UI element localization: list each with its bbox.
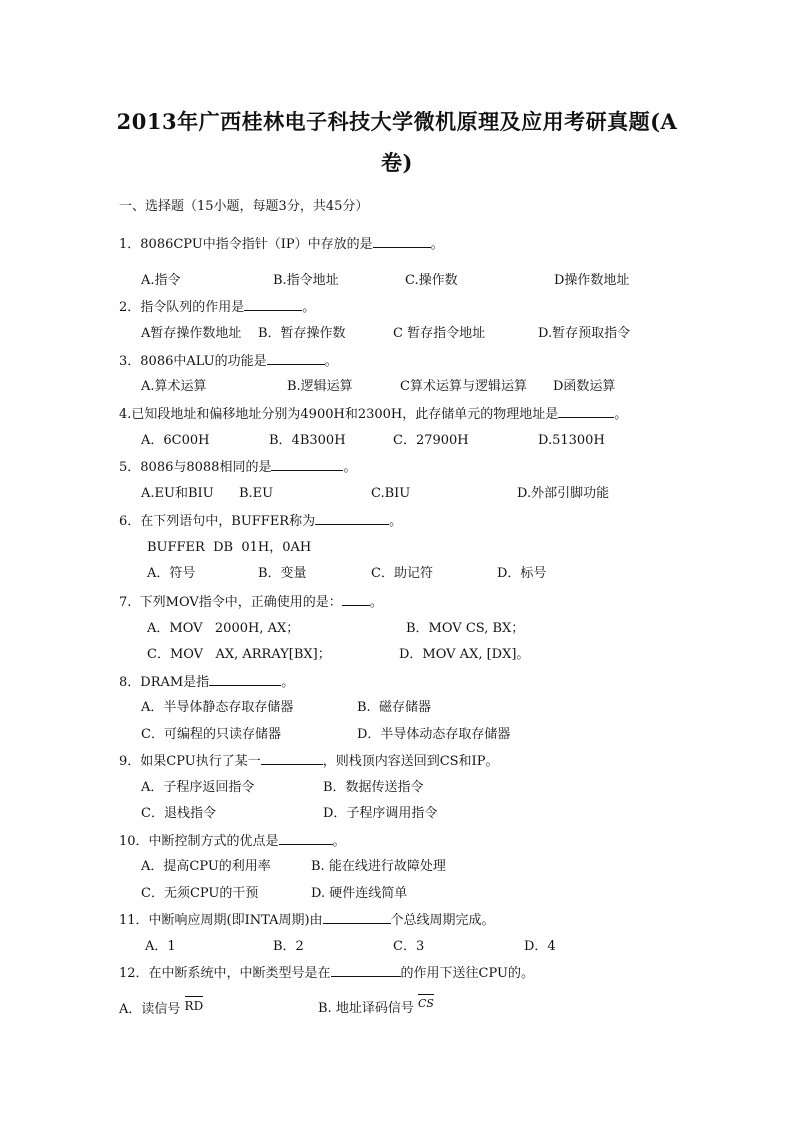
question-1-option-b: B.指令地址 — [273, 273, 339, 288]
question-11-option-c: C．3 — [393, 939, 425, 954]
question-5-stem: 5．8086与8088相同的是 。 — [119, 460, 357, 475]
question-12-stem: 12．在中断系统中，中断类型号是在 的作用下送往CPU的。 — [119, 966, 534, 981]
answer-blank — [279, 832, 333, 845]
question-9-option-d: D．子程序调用指令 — [323, 806, 438, 821]
question-6-stem: 6．在下列语句中，BUFFER称为 。 — [119, 514, 403, 529]
question-9-option-b: B．数据传送指令 — [323, 780, 424, 795]
question-10-stem: 10．中断控制方式的优点是 。 — [119, 834, 346, 849]
answer-blank — [331, 964, 401, 977]
answer-blank — [373, 235, 431, 248]
question-7-option-d: D．MOV AX, [DX]。 — [399, 647, 530, 662]
question-6-option-a: A．符号 — [147, 566, 196, 581]
question-4-option-d: D.51300H — [538, 433, 605, 448]
answer-blank — [209, 673, 281, 686]
question-5-option-a: A.EU和BIU — [141, 486, 214, 501]
cs-overline-signal: CS — [418, 995, 434, 1013]
answer-blank — [323, 911, 391, 924]
question-12-option-b: B. 地址译码信号 CS — [318, 997, 434, 1016]
answer-blank — [342, 593, 370, 606]
question-1-option-a: A.指令 — [141, 273, 181, 288]
question-10-option-d: D. 硬件连线简单 — [311, 886, 408, 901]
question-2-option-c: C 暂存指令地址 — [393, 326, 486, 341]
question-2-stem: 2．指令队列的作用是 。 — [119, 300, 316, 315]
question-7-stem: 7. 下列MOV指令中，正确使用的是： 。 — [119, 595, 383, 610]
question-3-option-d: D函数运算 — [553, 379, 616, 394]
answer-blank — [267, 352, 325, 365]
answer-blank — [558, 405, 614, 418]
exam-title-line1: 2013年广西桂林电子科技大学微机原理及应用考研真题(A — [116, 109, 678, 134]
question-10-option-c: C．无须CPU的干预 — [141, 886, 259, 901]
question-9-stem: 9．如果CPU执行了某一 ，则栈顶内容送回到CS和IP。 — [119, 754, 499, 769]
question-3-option-c: C算术运算与逻辑运算 — [400, 379, 527, 394]
question-4-option-b: B．4B300H — [269, 433, 346, 448]
question-2-option-a: A暂存操作数地址 — [141, 326, 242, 341]
question-1-option-d: D操作数地址 — [554, 273, 630, 288]
question-11-option-b: B．2 — [273, 939, 304, 954]
question-11-option-a: A．1 — [145, 939, 176, 954]
question-7-option-c: C．MOV AX, ARRAY[BX]； — [147, 647, 331, 662]
question-4-option-a: A．6C00H — [141, 433, 210, 448]
question-6-option-b: B．变量 — [258, 566, 307, 581]
rd-overline-signal: RD — [184, 999, 204, 1013]
question-9-option-a: A．子程序返回指令 — [141, 780, 255, 795]
question-5-option-c: C.BIU — [371, 486, 411, 501]
question-1-option-c: C.操作数 — [405, 273, 458, 288]
answer-blank — [244, 298, 302, 311]
question-6-option-c: C．助记符 — [371, 566, 433, 581]
question-4-stem: 4.已知段地址和偏移地址分别为4900H和2300H，此存储单元的物理地址是 。 — [119, 407, 628, 422]
section-heading: 一、选择题（15小题，每题3分，共45分） — [119, 199, 369, 214]
question-7-option-b: B．MOV CS, BX； — [406, 621, 525, 636]
question-6-option-d: D．标号 — [497, 566, 547, 581]
answer-blank — [271, 458, 343, 471]
question-2-option-b: B．暂存操作数 — [258, 326, 346, 341]
question-8-option-d: D．半导体动态存取存储器 — [357, 727, 511, 742]
question-3-option-a: A.算术运算 — [141, 379, 207, 394]
question-6-code: BUFFER DB 01H，0AH — [147, 540, 312, 555]
question-8-option-b: B. 磁存储器 — [357, 700, 431, 715]
question-3-stem: 3．8086中ALU的功能是 。 — [119, 354, 338, 369]
question-10-option-a: A．提高CPU的利用率 — [141, 859, 271, 874]
question-8-stem: 8．DRAM是指 。 — [119, 675, 295, 690]
question-3-option-b: B.逻辑运算 — [287, 379, 353, 394]
question-1-stem: 1．8086CPU中指令指针（IP）中存放的是 。 — [119, 237, 444, 252]
question-8-option-a: A．半导体静态存取存储器 — [141, 700, 294, 715]
question-9-option-c: C．退栈指令 — [141, 806, 216, 821]
answer-blank — [315, 512, 389, 525]
question-5-option-b: B.EU — [239, 486, 274, 501]
question-12-option-a: A．读信号 RD — [119, 999, 204, 1017]
question-8-option-c: C．可编程的只读存储器 — [141, 727, 281, 742]
question-4-option-c: C．27900H — [393, 433, 469, 448]
question-7-option-a: A．MOV 2000H, AX； — [147, 621, 300, 636]
question-11-stem: 11．中断响应周期(即INTA周期)由 个总线周期完成。 — [119, 913, 495, 928]
question-10-option-b: B. 能在线进行故障处理 — [311, 859, 446, 874]
exam-title-line2: 卷) — [381, 150, 413, 175]
question-2-option-d: D.暂存预取指令 — [538, 326, 631, 341]
answer-blank — [261, 752, 323, 765]
question-11-option-d: D．4 — [524, 939, 556, 954]
question-5-option-d: D.外部引脚功能 — [517, 486, 610, 501]
